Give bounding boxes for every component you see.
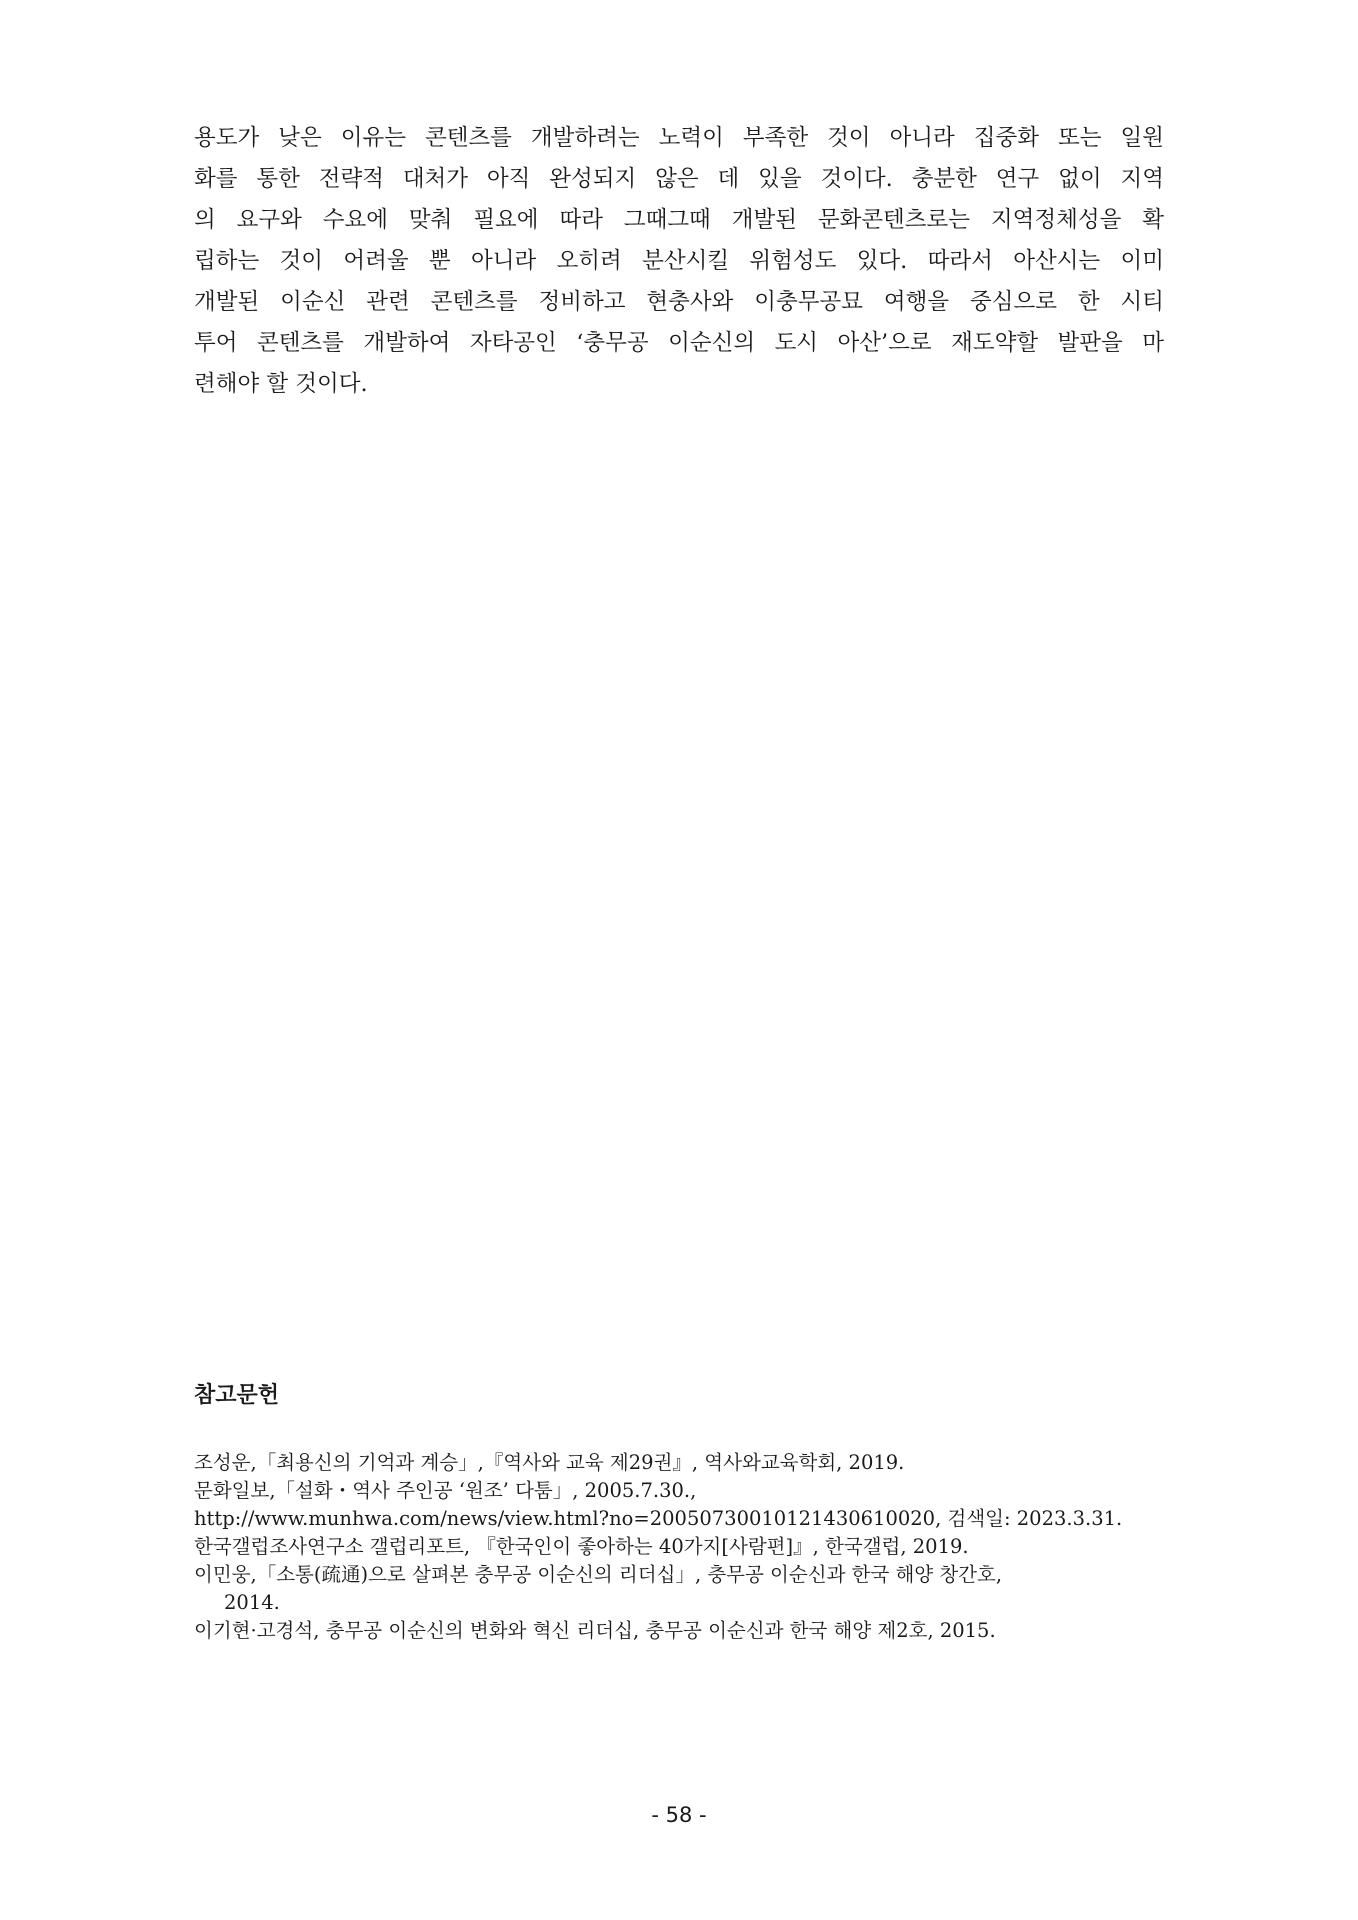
body-paragraph xyxy=(194,118,1164,405)
reference-entry: 한국갤럽조사연구소 갤럽리포트, 『한국인이 좋아하는 40가지[사람편]』, 한국갤럽, 2019. xyxy=(194,1535,969,1558)
reference-entry: 이기현·고경석, 충무공 이순신의 변화와 혁신 리더십, 충무공 이순신과 한국 해양 제2호, 2015. xyxy=(194,1619,996,1642)
references-list xyxy=(194,1449,1174,1645)
reference-entry: 조성운,「최용신의 기억과 계승」,『역사와 교육 제29권』, 역사와교육학회, 2019. xyxy=(194,1451,905,1474)
reference-entry: 문화일보,「설화・역사 주인공 ‘원조’ 다툼」, 2005.7.30., xyxy=(194,1479,697,1502)
body-line: 화를 통한 전략적 대처가 아직 완성되지 않은 데 있을 것이다. 충분한 연구 없이 지역 xyxy=(194,166,1164,192)
body-line: 용도가 낮은 이유는 콘텐츠를 개발하려는 노력이 부족한 것이 아니라 집중화 또는 일원 xyxy=(194,125,1164,151)
body-line: 투어 콘텐츠를 개발하여 자타공인 ‘충무공 이순신의 도시 아산’으로 재도약할 발판을 마 xyxy=(194,330,1164,356)
body-line: 립하는 것이 어려울 뿐 아니라 오히려 분산시킬 위험성도 있다. 따라서 아산시는 이미 xyxy=(194,248,1164,274)
reference-entry: 이민웅,「소통(疏通)으로 살펴본 충무공 이순신의 리더십」, 충무공 이순신과 한국 해양 창간호, xyxy=(194,1563,1003,1586)
page-number: - 58 - xyxy=(651,1803,707,1827)
reference-entry-continuation: 2014. xyxy=(224,1591,280,1614)
reference-url: http://www.munhwa.com/news/view.html?no=20050730010121430610020, 검색일: 2023.3.31. xyxy=(194,1507,1123,1530)
body-line: 개발된 이순신 관련 콘텐츠를 정비하고 현충사와 이충무공묘 여행을 중심으로 한 시티 xyxy=(194,289,1164,315)
body-line: 의 요구와 수요에 맞춰 필요에 따라 그때그때 개발된 문화콘텐츠로는 지역정체성을 확 xyxy=(194,207,1164,233)
references-heading: 참고문헌 xyxy=(194,1383,280,1408)
body-line: 련해야 할 것이다. xyxy=(194,371,368,397)
